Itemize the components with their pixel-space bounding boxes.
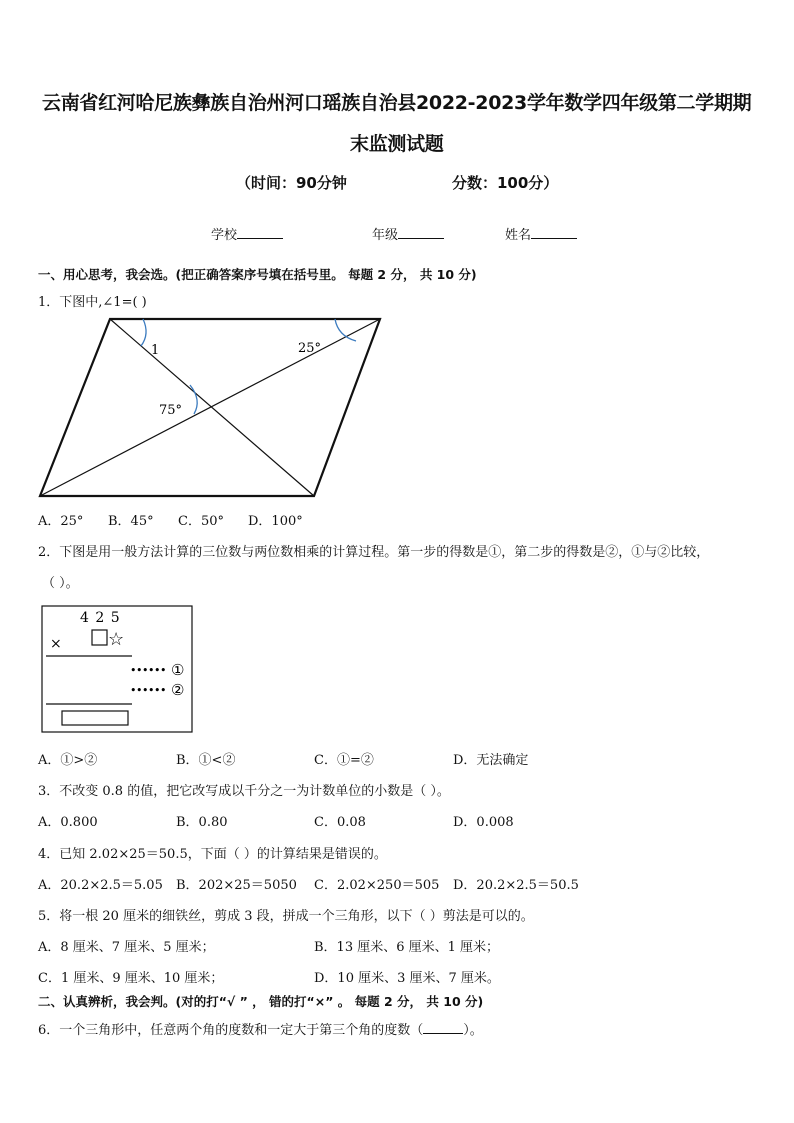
q2-option-b[interactable]: B．①<② [176,753,236,768]
result-mark-1: ① [171,661,185,679]
angle1-label: 1 [151,343,160,358]
star-icon: ☆ [108,629,125,650]
q1-option-d[interactable]: D．100° [248,514,303,529]
q3-stem: 3．不改变 0.8 的值，把它改写成以千分之一为计数单位的小数是（ ）。 [38,784,450,799]
q2-multiplication-figure [40,604,194,734]
q4-option-d[interactable]: D．20.2×2.5＝50.5 [453,878,579,893]
angle75-label: 75° [159,403,183,418]
page-title-line2: 末监测试题 [350,133,444,155]
name-label: 姓名 [505,228,532,243]
q1-parallelogram-figure [30,310,390,505]
exam-time: （时间：90分钟 [236,174,347,192]
exam-score: 分数：100分） [452,174,559,192]
multiplicand: 4 2 5 [80,610,121,626]
page-title: 云南省红河哈尼族彝族自治州河口瑶族自治县2022-2023学年数学四年级第二学期期 [42,92,752,114]
angle25-label: 25° [298,341,322,356]
q3-option-a[interactable]: A．0.800 [38,815,98,830]
q4-stem: 4．已知 2.02×25＝50.5，下面（ ）的计算结果是错误的。 [38,847,387,862]
parallelogram-shape [40,319,380,496]
q2-option-a[interactable]: A．①>② [38,753,98,768]
result-mark-2: ② [171,681,185,699]
q5-option-a[interactable]: A．8 厘米、7 厘米、5 厘米； [38,940,215,955]
q1-option-b[interactable]: B．45° [108,514,154,529]
dots-1: •••••• [130,664,166,677]
dots-2: •••••• [130,684,166,697]
angle25-arc [335,319,356,341]
answer-box [62,711,128,725]
school-label: 学校 [211,228,238,243]
q4-option-b[interactable]: B．202×25＝5050 [176,878,297,893]
q6-stem-text: 6．一个三角形中，任意两个角的度数和一定大于第三个角的度数（ [38,1023,424,1038]
q6-stem-end: ）。 [463,1023,483,1038]
q1-stem: 1．下图中,∠1=( ) [38,295,147,310]
q5-option-b[interactable]: B．13 厘米、6 厘米、1 厘米； [314,940,500,955]
q1-option-a[interactable]: A．25° [38,514,84,529]
q6-answer-blank[interactable] [423,1021,463,1034]
square-icon [92,630,107,645]
q2-stem-line2: （ ）。 [42,576,79,591]
q2-option-d[interactable]: D．无法确定 [453,753,529,768]
school-field[interactable] [211,224,283,243]
grade-blank[interactable] [398,226,444,239]
q2-option-c[interactable]: C．①=② [314,753,374,768]
q5-option-d[interactable]: D．10 厘米、3 厘米、7 厘米。 [314,971,500,986]
times-sign: × [50,636,62,652]
q4-option-a[interactable]: A．20.2×2.5＝5.05 [38,878,163,893]
section2-heading: 二、认真辨析，我会判。(对的打“√ ” ， 错的打“×” 。 每题 2 分， 共 10 分) [38,994,484,1009]
grade-field[interactable] [372,224,444,243]
q4-option-c[interactable]: C．2.02×250＝505 [314,878,440,893]
q1-option-c[interactable]: C．50° [178,514,224,529]
section1-heading: 一、用心思考，我会选。(把正确答案序号填在括号里。 每题 2 分， 共 10 分) [38,267,477,282]
q3-option-d[interactable]: D．0.008 [453,815,514,830]
school-blank[interactable] [237,226,283,239]
q6-stem [38,1019,483,1038]
name-blank[interactable] [531,226,577,239]
q3-option-c[interactable]: C．0.08 [314,815,366,830]
q5-option-c[interactable]: C．1 厘米、9 厘米、10 厘米； [38,971,224,986]
angle1-arc [141,319,146,346]
q2-stem-line1: 2．下图是用一般方法计算的三位数与两位数相乘的计算过程。第一步的得数是①，第二步的得数是②，①与②比较， [38,545,710,560]
grade-label: 年级 [372,228,399,243]
q3-option-b[interactable]: B．0.80 [176,815,228,830]
q5-stem: 5．将一根 20 厘米的细铁丝，剪成 3 段，拼成一个三角形，以下（ ）剪法是可以的。 [38,909,534,924]
name-field[interactable] [505,224,577,243]
